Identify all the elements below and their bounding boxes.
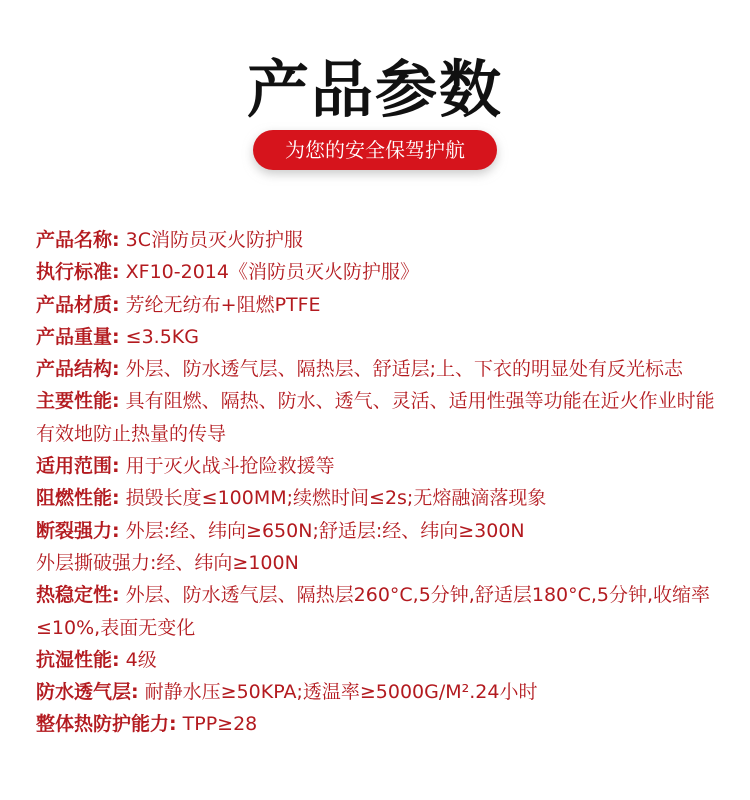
param-value: 外层:经、纬向≥650N;舒适层:经、纬向≥300N xyxy=(119,519,525,542)
param-row-weight xyxy=(36,321,726,353)
param-label: 适用范围: xyxy=(36,455,120,478)
param-row-standard xyxy=(36,256,726,288)
param-label: 阻燃性能: xyxy=(36,487,120,510)
param-label: 产品名称: xyxy=(36,229,120,251)
param-value: 外层、防水透气层、隔热层、舒适层;上、下衣的明显处有反光标志 xyxy=(119,358,684,381)
param-label: 防水透气层: xyxy=(36,681,139,704)
subtitle-text: 为您的安全保驾护航 xyxy=(285,138,465,162)
param-row-breaking-strength xyxy=(36,515,726,547)
param-value: 外层撕破强力:经、纬向≥100N xyxy=(36,551,299,574)
param-label: 热稳定性: xyxy=(36,584,120,607)
param-row-tear-strength xyxy=(36,547,726,579)
param-value: 耐静水压≥50KPA;透温率≥5000G/M².24小时 xyxy=(138,681,538,704)
param-value: 损毁长度≤100MM;续燃时间≤2s;无熔融滴落现象 xyxy=(119,487,547,510)
param-row-thermal-stability xyxy=(36,579,726,644)
param-label: 主要性能: xyxy=(36,390,120,413)
param-value: 具有阻燃、隔热、防水、透气、灵活、适用性强等功能在近火作业时能有效地防止热量的传导 xyxy=(36,390,715,445)
param-value: XF10-2014《消防员灭火防护服》 xyxy=(119,261,419,284)
subtitle-badge xyxy=(253,130,497,170)
param-value: 4级 xyxy=(119,648,157,671)
param-value: ≤3.5KG xyxy=(119,325,199,348)
param-value: 3C消防员灭火防护服 xyxy=(119,229,304,251)
param-label: 抗湿性能: xyxy=(36,648,120,671)
param-label: 产品材质: xyxy=(36,293,120,316)
param-row-name xyxy=(36,224,726,256)
param-value: TPP≥28 xyxy=(176,713,258,736)
param-row-material xyxy=(36,289,726,321)
parameter-list xyxy=(36,224,726,741)
param-row-thermal-protection xyxy=(36,708,726,740)
param-value: 芳纶无纺布+阻燃PTFE xyxy=(119,293,321,316)
param-row-structure xyxy=(36,353,726,385)
param-row-flame-retardant xyxy=(36,482,726,514)
param-value: 外层、防水透气层、隔热层260°C,5分钟,舒适层180°C,5分钟,收缩率≤10%,表面无变化 xyxy=(36,584,711,639)
param-label: 产品结构: xyxy=(36,358,120,381)
param-label: 产品重量: xyxy=(36,325,120,348)
param-row-scope xyxy=(36,450,726,482)
param-row-performance xyxy=(36,385,726,450)
param-value: 用于灭火战斗抢险救援等 xyxy=(119,455,335,478)
param-label: 执行标准: xyxy=(36,261,120,284)
param-row-moisture-resistance xyxy=(36,644,726,676)
param-label: 整体热防护能力: xyxy=(36,713,177,736)
param-label: 断裂强力: xyxy=(36,519,120,542)
param-row-waterproof-layer xyxy=(36,676,726,708)
page-title: 产品参数 xyxy=(246,53,503,126)
